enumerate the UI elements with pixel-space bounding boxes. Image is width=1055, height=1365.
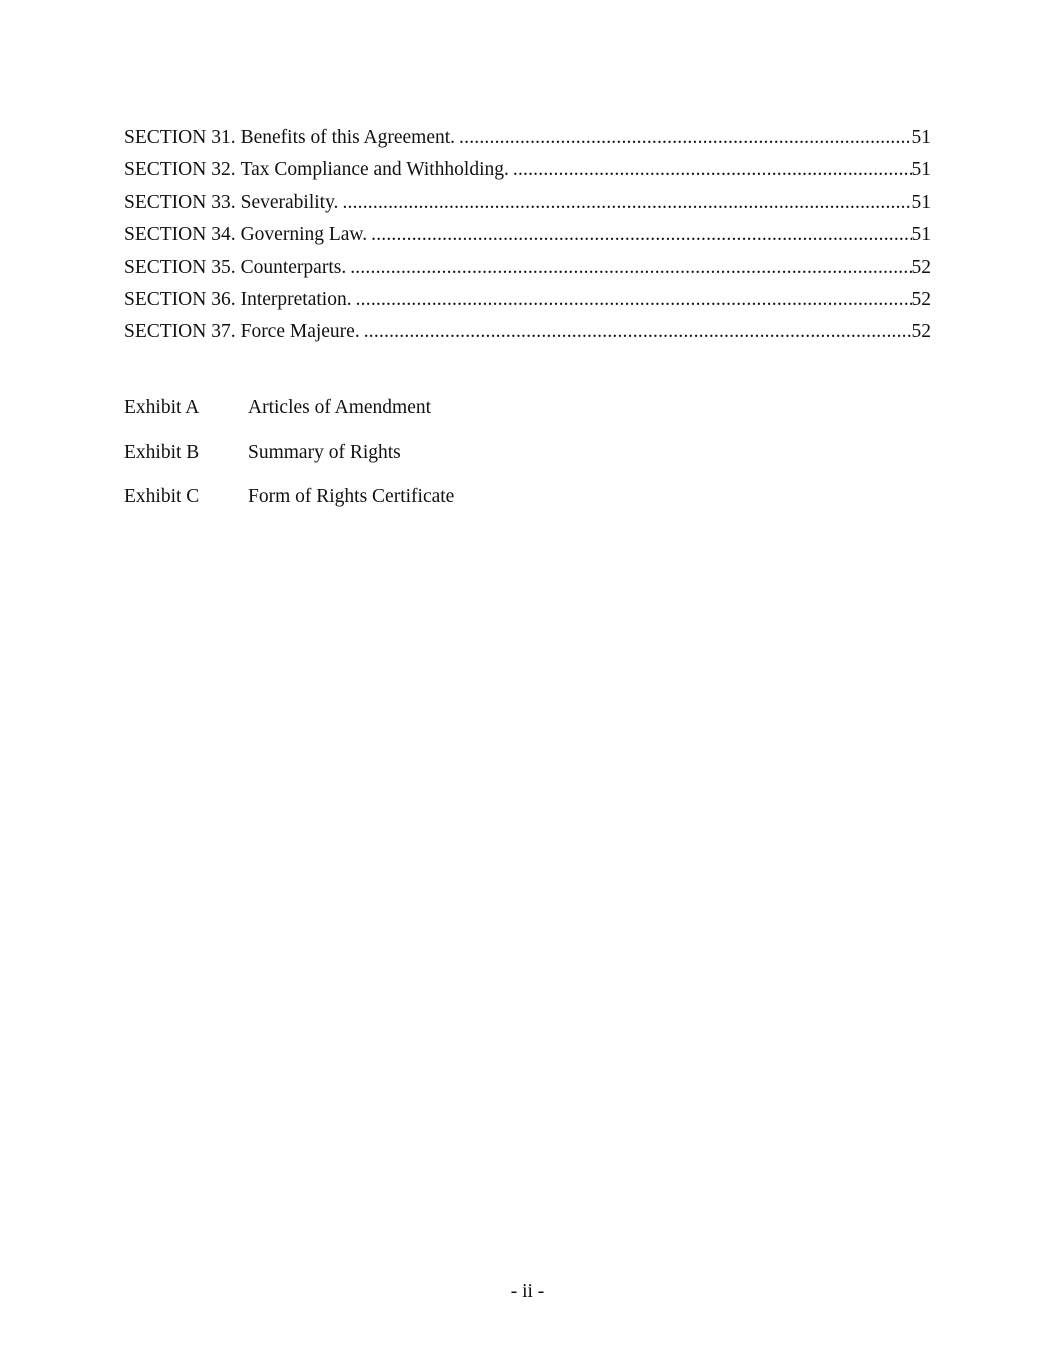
exhibit-label: Exhibit A — [124, 397, 200, 418]
toc-section-title: Benefits of this Agreement. — [240, 127, 456, 148]
toc-section-number: SECTION 33. — [124, 191, 236, 213]
toc-dot-leader — [513, 154, 912, 186]
toc-page-number: 51 — [911, 159, 931, 181]
toc-entry[interactable] — [124, 252, 931, 284]
toc-page-number: 52 — [911, 256, 931, 278]
toc-section-number: SECTION 37. — [124, 321, 236, 343]
toc-entry[interactable] — [124, 187, 931, 219]
toc-section-title: Severability. — [240, 191, 339, 213]
exhibit-label: Exhibit B — [124, 441, 200, 463]
toc-section-number: SECTION 31. — [124, 127, 236, 148]
toc-dot-leader — [459, 122, 911, 154]
toc-dot-leader — [356, 284, 912, 316]
toc-dot-leader — [371, 219, 911, 251]
toc-dot-leader — [364, 316, 912, 348]
toc-entry[interactable] — [124, 154, 931, 186]
toc-page-number: 51 — [911, 127, 931, 148]
toc-entry[interactable] — [124, 316, 931, 348]
exhibit-title: Summary of Rights — [248, 441, 401, 463]
toc-entry[interactable] — [124, 284, 931, 316]
toc-page-number: 52 — [911, 321, 931, 343]
toc-page-number: 51 — [911, 191, 931, 213]
table-of-contents — [124, 122, 931, 349]
toc-dot-leader — [342, 187, 911, 219]
toc-entry[interactable] — [124, 219, 931, 251]
toc-section-title: Tax Compliance and Withholding. — [240, 159, 509, 181]
exhibit-list — [124, 392, 454, 526]
toc-section-title: Force Majeure. — [240, 321, 360, 343]
toc-dot-leader — [350, 252, 911, 284]
toc-section-number: SECTION 35. — [124, 256, 236, 278]
toc-section-title: Governing Law. — [240, 224, 368, 246]
exhibit-entry[interactable] — [124, 392, 454, 437]
exhibit-label: Exhibit C — [124, 486, 200, 507]
toc-section-number: SECTION 34. — [124, 224, 236, 246]
exhibit-title: Form of Rights Certificate — [248, 486, 455, 507]
toc-section-number: SECTION 36. — [124, 288, 236, 310]
toc-section-title: Counterparts. — [240, 256, 347, 278]
toc-section-title: Interpretation. — [240, 288, 352, 310]
exhibit-entry[interactable] — [124, 481, 454, 526]
page-number: - ii - — [510, 1281, 545, 1302]
toc-entry[interactable] — [124, 122, 931, 154]
toc-section-number: SECTION 32. — [124, 159, 236, 181]
exhibit-entry[interactable] — [124, 437, 454, 482]
toc-page-number: 52 — [911, 288, 931, 310]
exhibit-title: Articles of Amendment — [248, 397, 432, 418]
toc-page-number: 51 — [911, 224, 931, 246]
